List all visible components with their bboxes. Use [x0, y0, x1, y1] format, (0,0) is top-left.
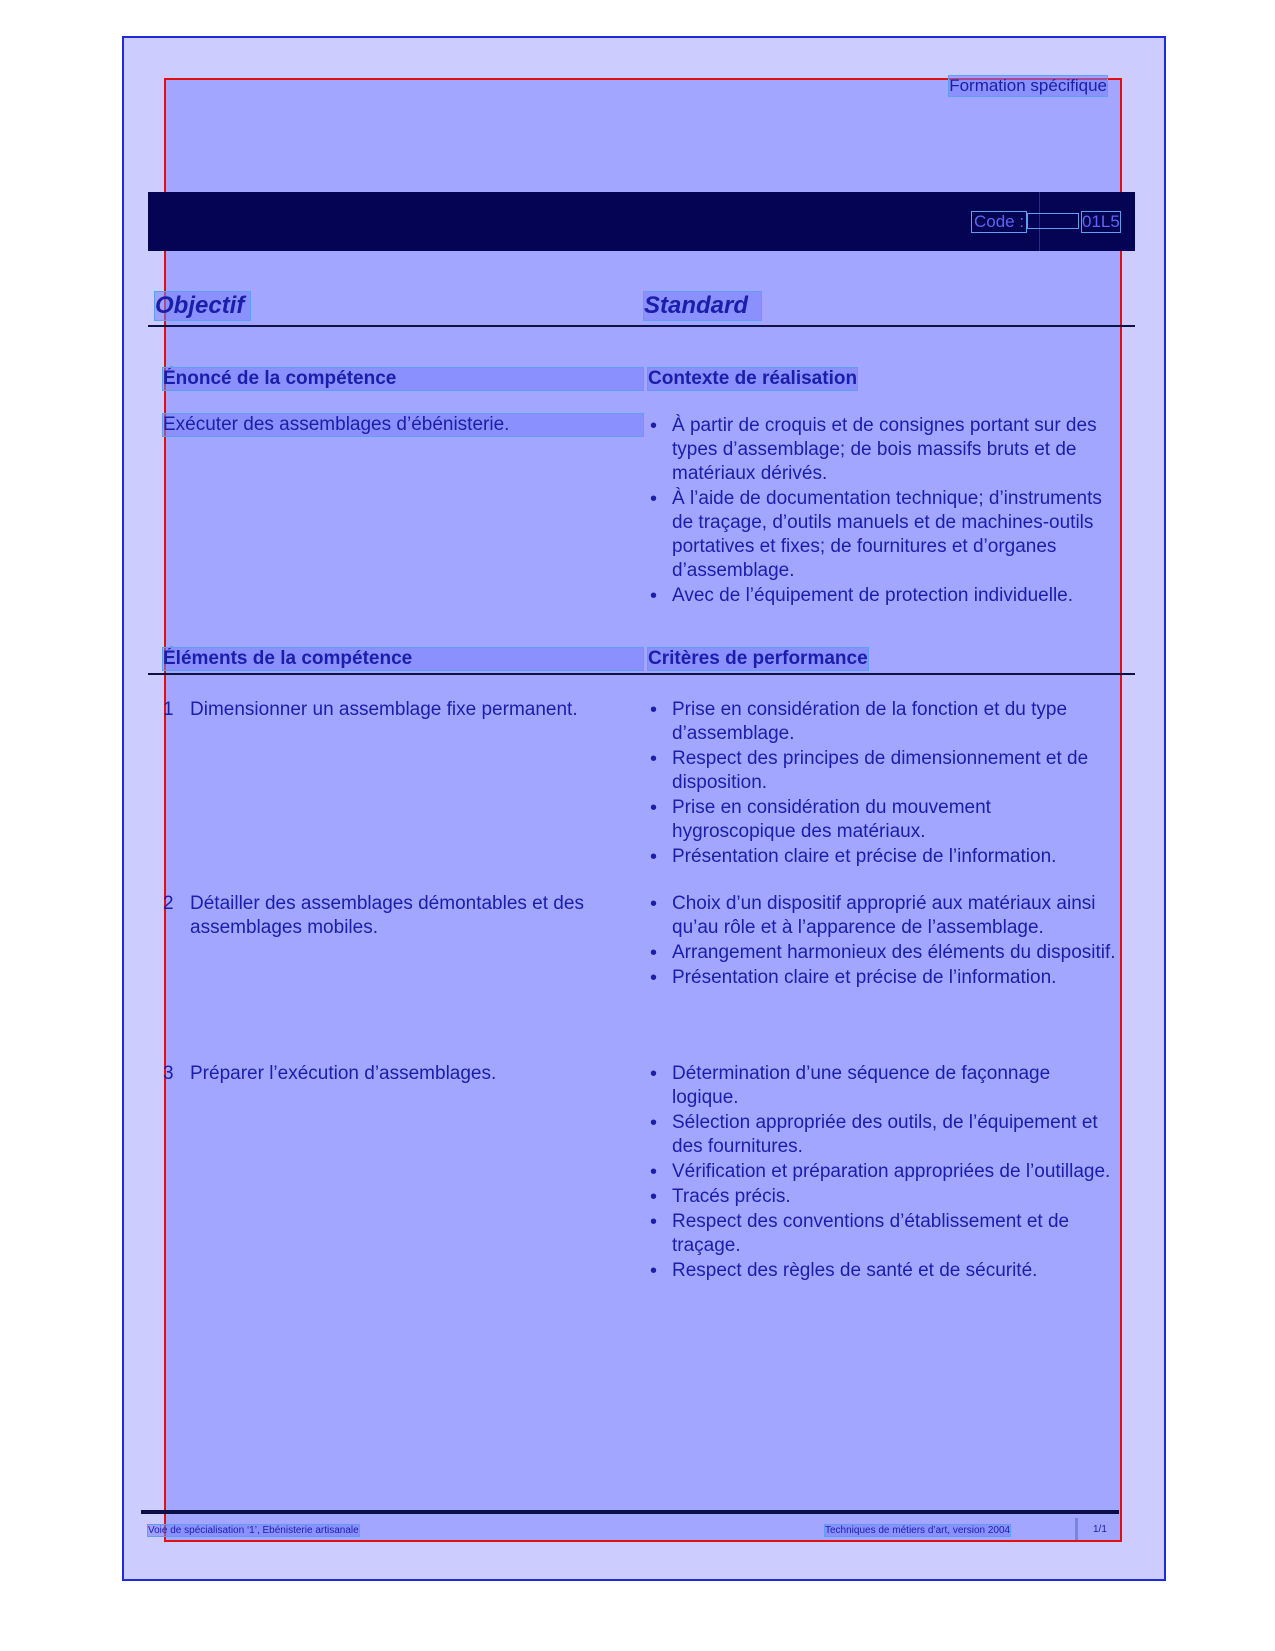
element-text: Détailler des assemblages démontables et des assemblages mobiles. — [190, 893, 584, 938]
elements-rule — [148, 673, 1135, 675]
code-value: 01L5 — [1082, 212, 1120, 231]
footer-right: Techniques de métiers d’art, version 2004 — [825, 1525, 1011, 1536]
criterion: • Respect des règles de santé et de sécurité. — [648, 1259, 1118, 1283]
standard-title: Standard — [644, 292, 761, 320]
element-text: Préparer l’exécution d’assemblages. — [190, 1063, 497, 1084]
code-box — [1028, 214, 1078, 228]
criterion: • Détermination d’une séquence de façonnage logique. — [648, 1062, 1118, 1110]
criteria-list — [648, 1062, 1118, 1284]
footer-rule — [141, 1510, 1119, 1514]
competence-statement: Exécuter des assemblages d’ébénisterie. — [163, 414, 643, 436]
criterion: • Respect des principes de dimensionnement et de disposition. — [648, 747, 1118, 795]
context-list — [648, 414, 1118, 609]
criterion: • Prise en considération de la fonction et du type d’assemblage. — [648, 698, 1118, 746]
criteria-heading: Critères de performance — [648, 648, 868, 669]
element-number: 3 — [163, 1063, 174, 1084]
footer-separator — [1075, 1518, 1078, 1540]
criterion: • Respect des conventions d’établissement et de traçage. — [648, 1210, 1118, 1258]
criterion: • Choix d’un dispositif approprié aux matériaux ainsi qu’au rôle et à l’apparence de l’assemblage. — [648, 892, 1118, 940]
page-number: 1/1 — [1093, 1524, 1107, 1535]
element-number: 2 — [163, 893, 174, 914]
criterion: • Vérification et préparation appropriées de l’outillage. — [648, 1160, 1118, 1184]
objective-title: Objectif — [155, 292, 250, 320]
criterion: • Présentation claire et précise de l’information. — [648, 845, 1118, 869]
criterion: • Présentation claire et précise de l’information. — [648, 966, 1118, 990]
context-heading: Contexte de réalisation — [648, 368, 858, 389]
criterion: • Arrangement harmonieux des éléments du dispositif. — [648, 941, 1118, 965]
criterion: • Tracés précis. — [648, 1185, 1118, 1209]
context-bullet: • À l’aide de documentation technique; d’instruments de traçage, d’outils manuels et de machines-outils portatives et fixes; de fournitures et d’organes d’assemblage. — [648, 487, 1118, 583]
context-bullet: • Avec de l’équipement de protection individuelle. — [648, 584, 1118, 608]
elements-heading: Éléments de la compétence — [163, 648, 643, 670]
criterion: • Sélection appropriée des outils, de l’équipement et des fournitures. — [648, 1111, 1118, 1159]
code-label: Code : — [974, 212, 1025, 231]
criterion: • Prise en considération du mouvement hygroscopique des matériaux. — [648, 796, 1118, 844]
footer-left: Voie de spécialisation ‘1’, Ébénisterie artisanale — [148, 1525, 359, 1536]
element-text: Dimensionner un assemblage fixe permanent. — [190, 699, 578, 720]
document-category: Formation spécifique — [949, 76, 1107, 95]
element-number: 1 — [163, 699, 174, 720]
criteria-list — [648, 698, 1118, 870]
competence-heading: Énoncé de la compétence — [163, 368, 643, 390]
header-rule — [148, 325, 1135, 327]
context-bullet: • À partir de croquis et de consignes portant sur des types d’assemblage; de bois massifs bruts et de matériaux dérivés. — [648, 414, 1118, 486]
criteria-list — [648, 892, 1118, 991]
code-banner — [148, 192, 1135, 251]
